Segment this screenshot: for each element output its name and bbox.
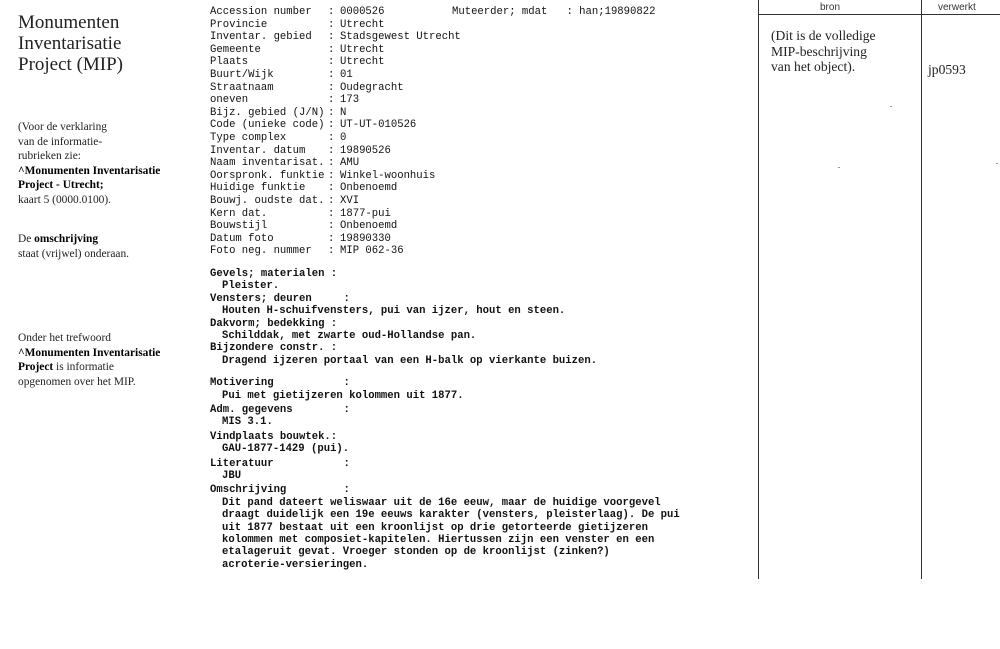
field-value: 01 (340, 68, 353, 81)
field-label: Gemeente (210, 43, 261, 56)
record-field-row (210, 56, 750, 69)
bron-line: van het object). (771, 59, 856, 75)
field-label: Huidige funktie (210, 182, 306, 195)
sidebar (18, 12, 208, 75)
field-value: Winkel-woonhuis (340, 169, 436, 182)
note3-bold2: Project (18, 361, 54, 373)
record-field-row (210, 69, 750, 82)
field-label: Naam inventarisat. (210, 157, 325, 170)
field-colon: : (328, 194, 335, 207)
field-value: Utrecht (340, 18, 385, 31)
section-text: etalageruit gevat. Vroeger stonden op de kroonlijst (zinken?) (222, 546, 610, 559)
field-colon: : (328, 232, 335, 245)
section-text: Pleister. (222, 280, 280, 293)
field-value: 173 (340, 94, 360, 107)
field-value: 19890526 (340, 144, 391, 157)
record-field-row (210, 82, 750, 95)
note1-line: rubrieken zie: (18, 150, 81, 162)
field-colon: : (328, 56, 335, 69)
section-label: Vensters; deuren : (210, 292, 350, 305)
bron-line: (Dit is de volledige (771, 28, 876, 43)
field-label: Plaats (210, 56, 249, 69)
section-text: kolommen met composiet-kapitelen. Hiertussen zijn een venster en een (222, 533, 655, 546)
bron-line: MIP-beschrijving (771, 43, 867, 59)
note1-line: van de informatie- (18, 135, 103, 148)
record-field-row (210, 170, 750, 183)
field-colon: : (328, 6, 335, 18)
field-label: Provincie (210, 18, 268, 31)
section-label: Motivering : (210, 377, 350, 390)
scan-speck (838, 167, 840, 168)
field-colon: : (328, 68, 335, 81)
section-text: MIS 3.1. (222, 416, 273, 429)
header-bron: bron (820, 2, 841, 13)
field-label: Inventar. gebied (210, 31, 312, 44)
note-omschrijving-line1 (18, 232, 188, 247)
field-colon: : (328, 144, 335, 157)
field-label: Datum foto (210, 232, 274, 245)
record-fields (210, 6, 750, 258)
note3-bold1: ^Monumenten Inventarisatie (18, 346, 161, 359)
mip-title-line: Monumenten (18, 12, 120, 33)
field-value: N (340, 106, 347, 119)
muteerder-sep: : (566, 6, 573, 18)
field-colon: : (328, 18, 335, 31)
section-label: Gevels; materialen : (210, 268, 338, 280)
field-value: 19890330 (340, 232, 391, 245)
field-label: Bouwstijl (210, 220, 268, 233)
section-label: Dakvorm; bedekking : (210, 317, 338, 330)
section-text: GAU-1877-1429 (pui). (222, 443, 350, 456)
field-label: Buurt/Wijk (210, 68, 274, 81)
note2-prefix: De (18, 233, 35, 245)
note-verklaring (18, 120, 188, 207)
muteerder-label: Muteerder; mdat (452, 6, 548, 18)
note3-rest2: is informatie (53, 361, 114, 373)
bron-text (771, 28, 921, 75)
table-mid-border (921, 0, 922, 579)
section-label: Bijzondere constr. : (210, 342, 338, 355)
field-colon: : (328, 245, 335, 258)
field-colon: : (328, 157, 335, 170)
table-left-border (758, 0, 759, 579)
mip-title-line: Inventarisatie (18, 33, 122, 54)
scan-speck (996, 163, 998, 164)
field-colon: : (328, 169, 335, 182)
record-field-row (210, 182, 750, 195)
section-label: Omschrijving : (210, 484, 350, 497)
record-field-row (210, 132, 750, 145)
table-header-line (758, 14, 1000, 15)
field-label: Type complex (210, 131, 287, 144)
field-label: Foto neg. nummer (210, 245, 312, 258)
record-field-row (210, 31, 750, 44)
field-value: 0000526 (340, 6, 385, 18)
note1-line: Project - Utrecht; (18, 179, 104, 191)
field-label: Accession number (210, 6, 312, 18)
field-value: Oudegracht (340, 81, 404, 94)
header-verwerkt: verwerkt (938, 2, 976, 13)
record-field-row (210, 220, 750, 233)
field-label: Straatnaam (210, 81, 274, 94)
field-colon: : (328, 119, 335, 132)
section-text: Dit pand dateert weliswaar uit de 16e eeuw, maar de huidige voorgevel (222, 496, 661, 509)
section-label: Literatuur : (210, 457, 350, 470)
section-label: Vindplaats bouwtek.: (210, 430, 338, 443)
note2-bold: omschrijving (34, 233, 99, 245)
record-field-row (210, 119, 750, 132)
field-value: Onbenoemd (340, 182, 398, 195)
note-omschrijving (18, 232, 188, 261)
field-value: Onbenoemd (340, 220, 398, 233)
section-label: Adm. gegevens : (210, 403, 350, 416)
field-label: Code (unieke code) (210, 119, 325, 132)
section-text: draagt duidelijk een 19e eeuws karakter (vensters, pleisterlaag). De pui (222, 509, 680, 522)
field-value: Utrecht (340, 56, 385, 69)
note1-line: kaart 5 (0000.0100). (18, 193, 111, 206)
field-colon: : (328, 207, 335, 220)
field-label: Oorspronk. funktie (210, 169, 325, 182)
note3-line4: opgenomen over het MIP. (18, 375, 136, 388)
note1-line: (Voor de verklaring (18, 121, 107, 133)
record-field-row (210, 245, 750, 258)
note-omschrijving-line2: staat (vrijwel) onderaan. (18, 247, 130, 260)
note1-line: ^Monumenten Inventarisatie (18, 164, 161, 177)
section-text: JBU (222, 469, 242, 482)
section-text: Pui met gietijzeren kolommen uit 1877. (222, 389, 464, 402)
field-colon: : (328, 81, 335, 94)
field-label: oneven (210, 94, 249, 107)
field-colon: : (328, 106, 335, 119)
section-text: uit 1877 bestaat uit een kroonlijst op drie getorteerde gietijzeren (222, 521, 648, 534)
mip-title (18, 12, 208, 75)
muteerder (452, 6, 655, 19)
section-text: Schilddak, met zwarte oud-Hollandse pan. (222, 329, 477, 342)
sections-b (210, 377, 730, 571)
section-text: acroterie-versieringen. (222, 558, 369, 571)
muteerder-value: han;19890822 (579, 6, 656, 18)
field-label: Inventar. datum (210, 144, 306, 157)
field-colon: : (328, 182, 335, 195)
field-value: Utrecht (340, 43, 385, 56)
field-colon: : (328, 94, 335, 107)
record-field-row (210, 157, 750, 170)
record-field-row (210, 233, 750, 246)
record-field-row (210, 94, 750, 107)
field-colon: : (328, 220, 335, 233)
record-field-row (210, 19, 750, 32)
field-value: UT-UT-010526 (340, 119, 417, 132)
record-field-row (210, 145, 750, 158)
record-field-row (210, 107, 750, 120)
field-value: 0 (340, 131, 347, 144)
scan-speck (890, 106, 892, 107)
verwerkt-code: jp0593 (928, 62, 966, 77)
record-field-row (210, 44, 750, 57)
field-value: Stadsgewest Utrecht (340, 31, 461, 44)
field-label: Bijz. gebied (J/N) (210, 106, 325, 119)
field-value: AMU (340, 157, 360, 170)
field-label: Bouwj. oudste dat. (210, 194, 325, 207)
note-trefwoord (18, 331, 188, 389)
field-label: Kern dat. (210, 207, 268, 220)
section-text: Dragend ijzeren portaal van een H-balk op vierkante buizen. (222, 354, 598, 367)
note3-line1: Onder het trefwoord (18, 332, 111, 344)
mip-title-line: Project (MIP) (18, 54, 124, 75)
record-field-row (210, 195, 750, 208)
field-value: 1877-pui (340, 207, 391, 220)
field-colon: : (328, 43, 335, 56)
record-field-row (210, 208, 750, 221)
field-value: MIP 062-36 (340, 245, 404, 258)
section-text: Houten H-schuifvensters, pui van ijzer, hout en steen. (222, 305, 566, 318)
sections-a (210, 268, 730, 367)
field-colon: : (328, 131, 335, 144)
record-description (210, 268, 730, 571)
field-colon: : (328, 31, 335, 44)
field-list (210, 6, 750, 258)
field-value: XVI (340, 194, 360, 207)
